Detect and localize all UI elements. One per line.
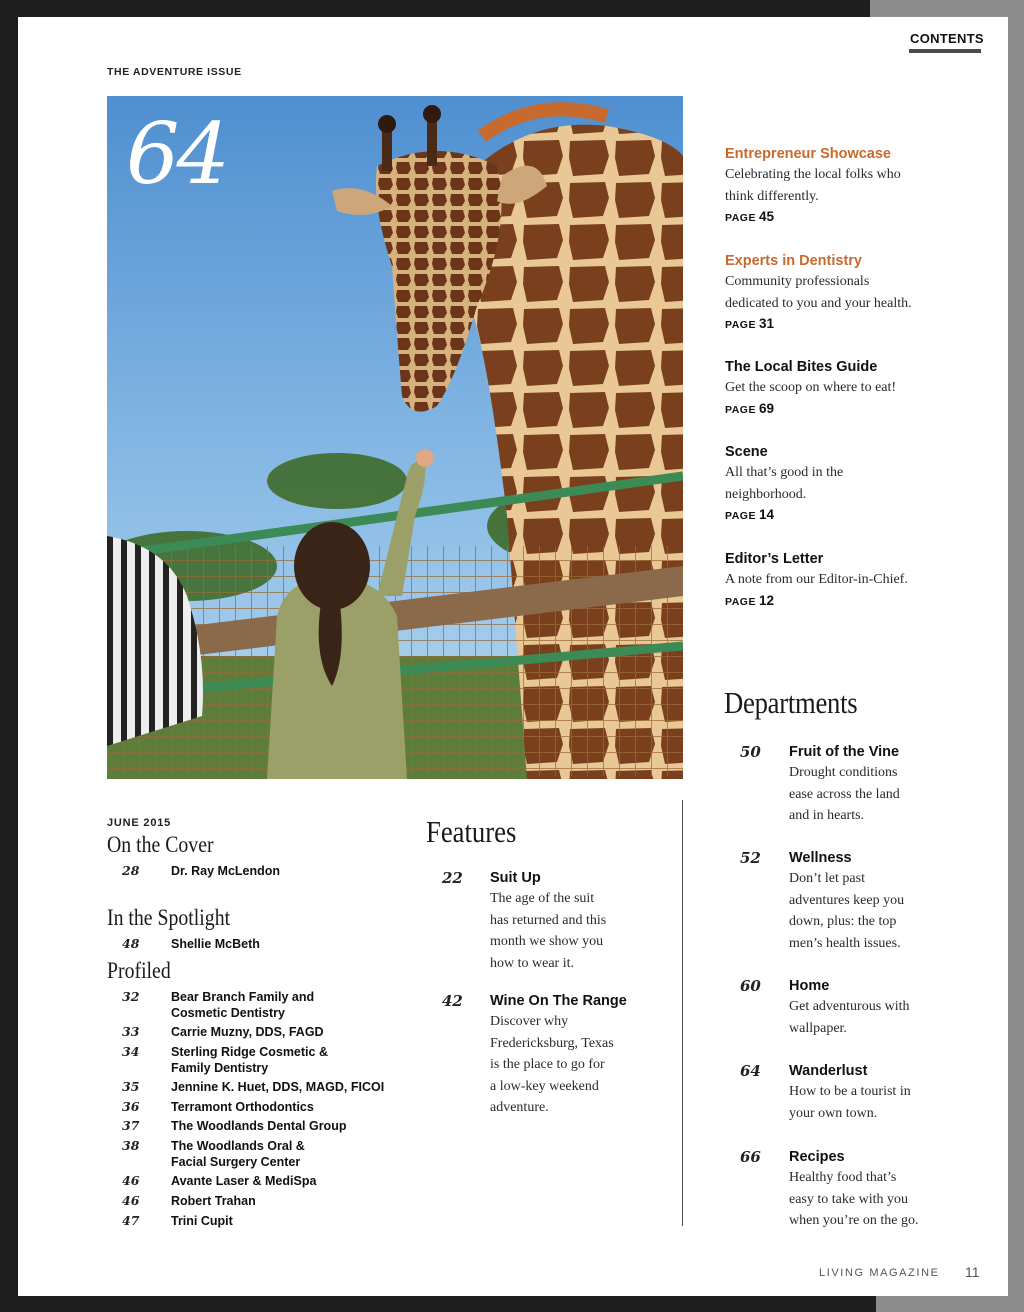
highlight-title: Editor’s Letter	[725, 551, 824, 567]
list-page-number: 28	[122, 863, 140, 878]
list-name: Avante Laser & MediSpa	[171, 1174, 317, 1188]
footer-magazine-name: LIVING MAGAZINE	[819, 1267, 940, 1279]
departments-heading: Departments	[724, 685, 858, 720]
department-desc-line: ease across the land	[789, 786, 900, 802]
list-page-number: 32	[122, 989, 140, 1004]
highlight-page	[725, 399, 965, 420]
department-title: Wellness	[789, 850, 852, 866]
list-name	[171, 1044, 411, 1076]
department-desc-line: Healthy food that’s	[789, 1170, 897, 1185]
list-name: Shellie McBeth	[171, 937, 260, 951]
list-name-line: Sterling Ridge Cosmetic &	[171, 1045, 328, 1059]
list-name-line: Cosmetic Dentistry	[171, 1006, 285, 1020]
feature-desc-line: month we show you	[490, 934, 604, 949]
highlight-page	[725, 505, 965, 526]
column-divider	[682, 800, 683, 1226]
department-desc-line: adventures keep you	[789, 892, 905, 908]
page-number: 31	[758, 316, 775, 331]
list-name	[171, 1138, 411, 1170]
page-label: PAGE	[725, 510, 756, 522]
department-title: Recipes	[789, 1149, 845, 1165]
page-number: 12	[758, 592, 775, 608]
highlight-scene[interactable]	[725, 443, 965, 526]
page-label: PAGE	[725, 595, 756, 608]
highlight-desc-line: Community professionals	[725, 274, 870, 289]
highlight-desc-line: dedicated to you and your health.	[725, 295, 912, 311]
department-page-number: 66	[740, 1148, 761, 1166]
feature-desc-line: has returned and this	[490, 912, 607, 928]
list-name: Robert Trahan	[171, 1194, 256, 1208]
department-title: Fruit of the Vine	[789, 744, 900, 760]
highlight-editors-letter[interactable]	[725, 550, 965, 612]
department-desc-line: men’s health issues.	[789, 935, 901, 951]
feature-desc-line: Discover why	[490, 1014, 569, 1029]
magazine-page	[18, 17, 1008, 1296]
list-name: The Woodlands Dental Group	[171, 1119, 347, 1133]
page-label: PAGE	[725, 319, 756, 331]
list-name-line: Facial Surgery Center	[171, 1155, 301, 1169]
list-page-number: 33	[122, 1024, 140, 1039]
department-title: Home	[789, 978, 830, 994]
highlight-page	[725, 314, 965, 335]
highlight-desc-line: Get the scoop on where to eat!	[725, 380, 897, 395]
list-name: Trini Cupit	[171, 1214, 233, 1228]
department-page-number: 60	[740, 977, 761, 995]
feature-title: Wine On The Range	[490, 993, 627, 1009]
highlight-desc-line: All that’s good in the	[725, 465, 844, 480]
highlight-title: Entrepreneur Showcase	[725, 146, 891, 162]
department-desc-line: Don’t let past	[789, 871, 865, 886]
cover-page-number: 64	[126, 105, 227, 203]
feature-desc-line: Fredericksburg, Texas	[490, 1035, 614, 1051]
list-page-number: 48	[122, 936, 140, 951]
list-page-number: 37	[122, 1118, 140, 1133]
page-number: 45	[758, 209, 775, 224]
list-name: Jennine K. Huet, DDS, MAGD, FICOI	[171, 1080, 385, 1094]
contents-tab[interactable]: CONTENTS	[910, 31, 984, 46]
highlight-title: Experts in Dentistry	[725, 253, 862, 269]
list-page-number: 46	[122, 1173, 140, 1188]
page-number: 69	[758, 400, 775, 416]
contents-underline	[909, 49, 981, 53]
highlight-title: The Local Bites Guide	[725, 359, 878, 375]
highlight-entrepreneur-showcase[interactable]	[725, 145, 965, 228]
feature-page-number: 42	[442, 992, 463, 1010]
list-name-line: Bear Branch Family and	[171, 990, 315, 1004]
feature-desc-line: a low-key weekend	[490, 1078, 599, 1094]
highlight-desc-line: neighborhood.	[725, 486, 807, 502]
frame-top-bar	[870, 0, 1024, 17]
department-title: Wanderlust	[789, 1063, 868, 1079]
footer-page-number: 11	[965, 1264, 980, 1280]
department-desc-line: when you’re on the go.	[789, 1213, 919, 1228]
list-page-number: 35	[122, 1079, 140, 1094]
feature-page-number: 22	[442, 869, 463, 887]
page-number: 14	[758, 507, 775, 522]
department-page-number: 50	[740, 743, 761, 761]
list-page-number: 46	[122, 1193, 140, 1208]
department-desc-line: How to be a tourist in	[789, 1084, 911, 1099]
department-desc-line: down, plus: the top	[789, 914, 897, 929]
highlight-desc-line: think differently.	[725, 188, 819, 204]
department-page-number: 52	[740, 849, 761, 867]
highlight-desc-line: Celebrating the local folks who	[725, 167, 901, 182]
department-desc-line: and in hearts.	[789, 808, 865, 823]
page-label: PAGE	[725, 212, 756, 224]
highlight-local-bites-guide[interactable]	[725, 358, 965, 420]
highlight-page	[725, 207, 965, 228]
list-name: Dr. Ray McLendon	[171, 864, 281, 878]
frame-bottom-bar	[876, 1296, 1024, 1312]
department-desc-line: your own town.	[789, 1105, 878, 1121]
issue-date: JUNE 2015	[107, 817, 172, 829]
feature-desc-line: is the place to go for	[490, 1057, 605, 1072]
list-name-line: Family Dentistry	[171, 1061, 269, 1075]
list-page-number: 34	[122, 1044, 140, 1059]
feature-title: Suit Up	[490, 870, 541, 886]
page-label: PAGE	[725, 403, 756, 416]
list-name	[171, 989, 411, 1021]
feature-desc-line: adventure.	[490, 1100, 549, 1115]
highlight-experts-in-dentistry[interactable]	[725, 252, 965, 335]
list-name: Carrie Muzny, DDS, FAGD	[171, 1025, 324, 1039]
list-page-number: 38	[122, 1138, 140, 1153]
list-name-line: The Woodlands Oral &	[171, 1139, 305, 1153]
frame-right-bar	[1008, 17, 1024, 1312]
highlight-page	[725, 591, 965, 612]
department-desc-line: wallpaper.	[789, 1020, 847, 1036]
feature-desc-line: The age of the suit	[490, 891, 595, 906]
highlight-desc-line: A note from our Editor-in-Chief.	[725, 572, 908, 587]
department-desc-line: Drought conditions	[789, 765, 898, 780]
profiled-heading: Profiled	[107, 958, 171, 983]
department-desc-line: Get adventurous with	[789, 999, 910, 1014]
department-page-number: 64	[740, 1062, 761, 1080]
highlight-title: Scene	[725, 444, 768, 460]
issue-label: THE ADVENTURE ISSUE	[107, 66, 242, 78]
spotlight-heading: In the Spotlight	[107, 905, 231, 930]
department-desc-line: easy to take with you	[789, 1191, 908, 1207]
list-page-number: 36	[122, 1099, 140, 1114]
on-the-cover-heading: On the Cover	[107, 832, 214, 857]
feature-desc-line: how to wear it.	[490, 955, 574, 971]
list-page-number: 47	[122, 1213, 140, 1228]
features-heading: Features	[426, 814, 517, 849]
list-name: Terramont Orthodontics	[171, 1100, 314, 1114]
